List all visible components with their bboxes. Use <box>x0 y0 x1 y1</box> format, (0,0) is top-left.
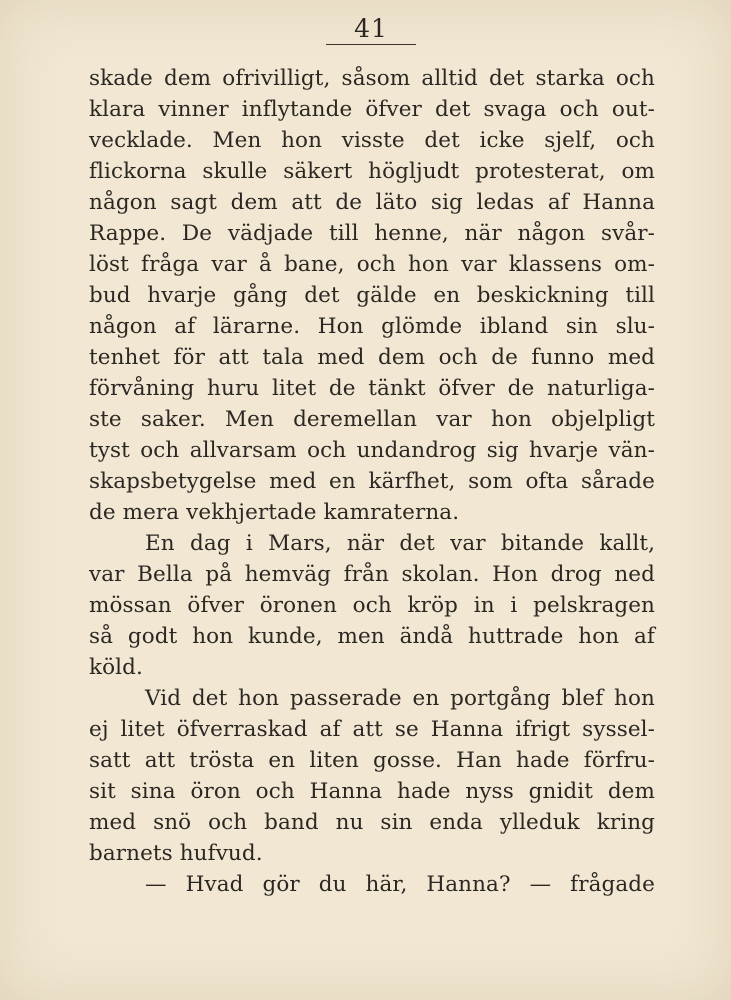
text-line: satt att trösta en liten gosse. Han hade förfru- <box>89 748 655 773</box>
text-line: flickorna skulle säkert högljudt protesterat, om <box>89 159 655 184</box>
text-line: var Bella på hemväg från skolan. Hon drog ned <box>89 562 655 587</box>
text-line: skade dem ofrivilligt, såsom alltid det starka och <box>89 66 655 91</box>
text-line: tenhet för att tala med dem och de funno med <box>89 345 655 370</box>
text-line: köld. <box>89 655 143 680</box>
text-line: klara vinner inflytande öfver det svaga och out- <box>89 97 655 122</box>
text-line: så godt hon kunde, men ändå huttrade hon af <box>89 624 655 649</box>
text-line: förvåning huru litet de tänkt öfver de naturliga- <box>89 376 655 401</box>
text-line: ste saker. Men deremellan var hon objelpligt <box>89 407 655 432</box>
text-line: någon af lärarne. Hon glömde ibland sin slu- <box>89 314 655 339</box>
paragraph-start-line: — Hvad gör du här, Hanna? — frågade <box>145 872 655 897</box>
paragraph-start-line: En dag i Mars, när det var bitande kallt, <box>145 531 655 556</box>
text-line: bud hvarje gång det gälde en beskickning till <box>89 283 655 308</box>
body-text <box>89 63 655 900</box>
text-line: med snö och band nu sin enda ylleduk kring <box>89 810 655 835</box>
text-line: vecklade. Men hon visste det icke sjelf, och <box>89 128 655 153</box>
text-line: skapsbetygelse med en kärfhet, som ofta sårade <box>89 469 655 494</box>
text-line: löst fråga var å bane, och hon var klassens om- <box>89 252 655 277</box>
text-line: tyst och allvarsam och undandrog sig hvarje vän- <box>89 438 655 463</box>
text-line: Rappe. De vädjade till henne, när någon svår- <box>89 221 655 246</box>
text-line: ej litet öfverraskad af att se Hanna ifrigt syssel- <box>89 717 655 742</box>
text-line: någon sagt dem att de läto sig ledas af Hanna <box>89 190 655 215</box>
page-number-rule <box>326 44 416 45</box>
text-line: barnets hufvud. <box>89 841 263 866</box>
paragraph-start-line: Vid det hon passerade en portgång blef hon <box>145 686 655 711</box>
text-line: de mera vekhjertade kamraterna. <box>89 500 460 525</box>
page-number: 41 <box>354 14 388 43</box>
text-line: mössan öfver öronen och kröp in i pelskragen <box>89 593 655 618</box>
text-line: sit sina öron och Hanna hade nyss gnidit dem <box>89 779 655 804</box>
